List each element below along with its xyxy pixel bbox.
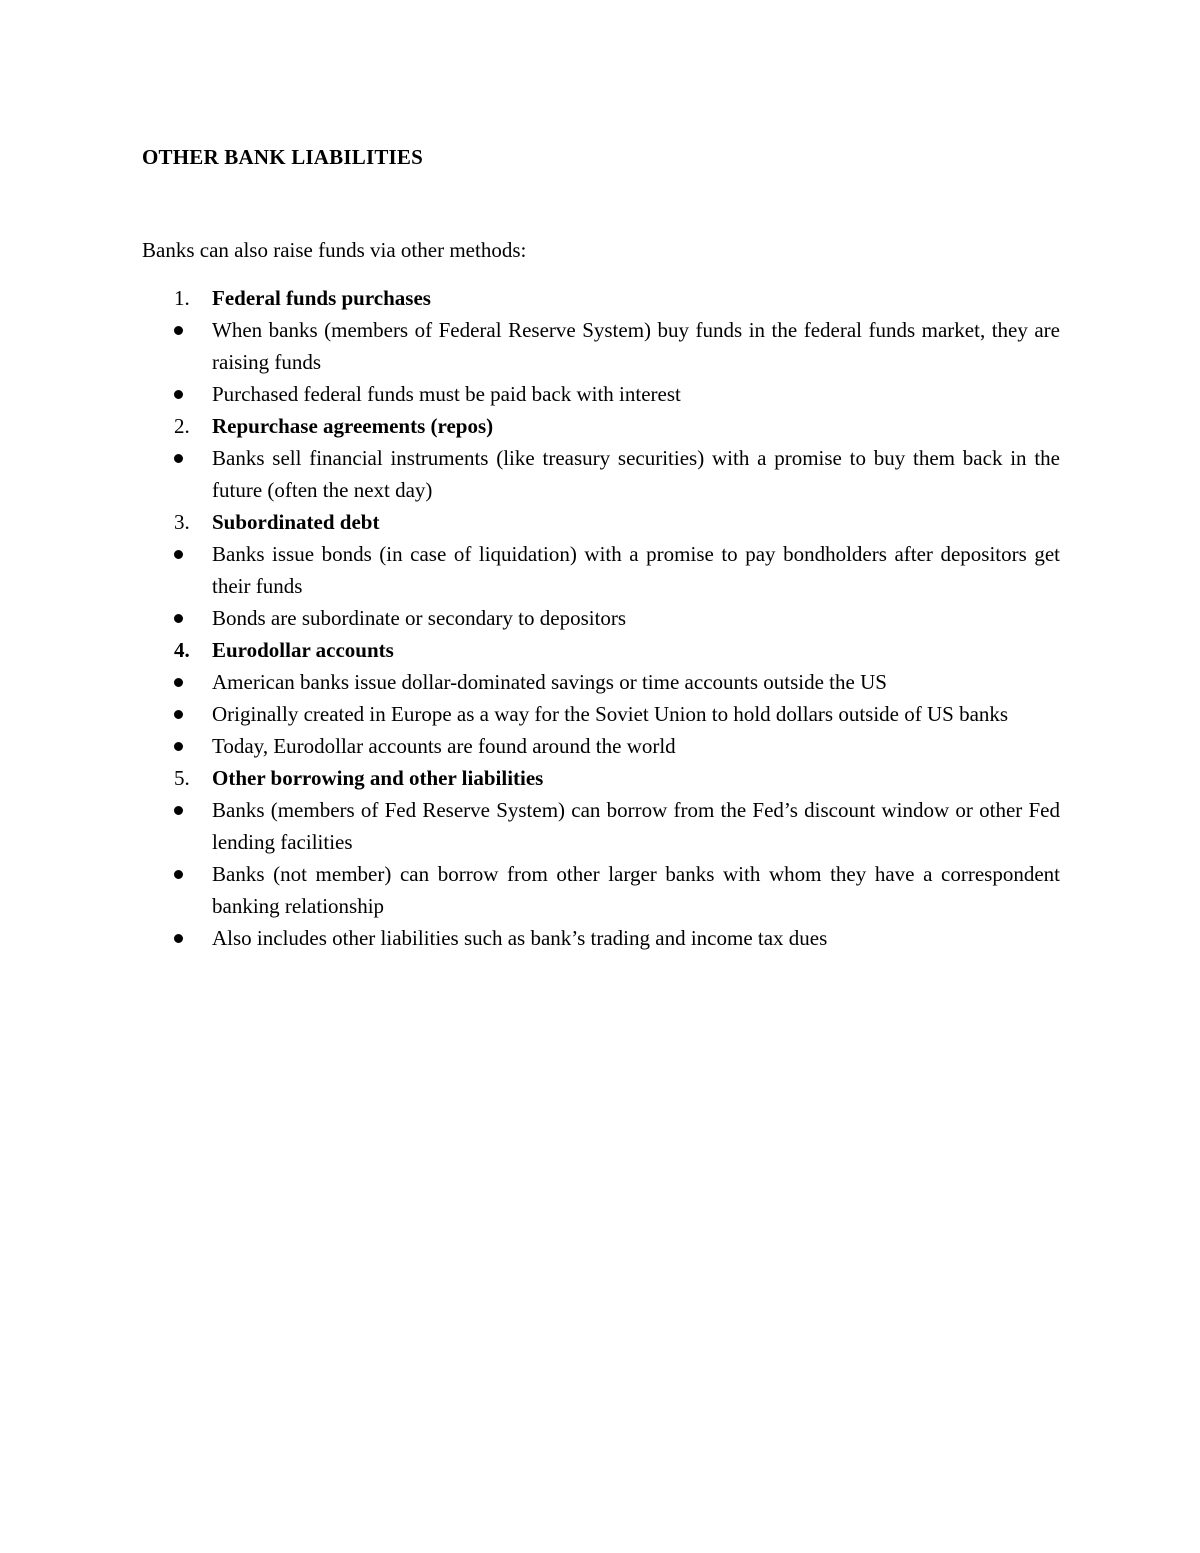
- bullet-icon: [174, 550, 183, 559]
- section-number: 4.: [174, 638, 190, 662]
- bullet-text: Banks sell financial instruments (like treasury securities) with a promise to buy them back in the future (often the next day): [212, 446, 1060, 502]
- bullet-text: Banks (not member) can borrow from other larger banks with whom they have a correspondent banking relationship: [212, 862, 1060, 918]
- bullet-item: [142, 442, 1060, 506]
- bullet-text: American banks issue dollar-dominated savings or time accounts outside the US: [212, 670, 887, 694]
- section-heading: [142, 634, 1060, 666]
- bullet-text: Bonds are subordinate or secondary to depositors: [212, 606, 627, 630]
- bullet-icon: [174, 678, 183, 687]
- section-number: 2.: [174, 414, 190, 438]
- intro-paragraph: Banks can also raise funds via other methods:: [142, 238, 527, 262]
- liabilities-list: [142, 282, 1060, 954]
- bullet-icon: [174, 454, 183, 463]
- section-heading: [142, 282, 1060, 314]
- bullet-text: Today, Eurodollar accounts are found around the world: [212, 734, 676, 758]
- section-number: 5.: [174, 766, 190, 790]
- bullet-item: [142, 314, 1060, 378]
- section-heading-text: Repurchase agreements (repos): [212, 414, 494, 438]
- section-heading: [142, 506, 1060, 538]
- section-heading-text: Subordinated debt: [212, 510, 380, 534]
- bullet-item: [142, 858, 1060, 922]
- section-heading-text: Other borrowing and other liabilities: [212, 766, 544, 790]
- bullet-item: [142, 698, 1060, 730]
- bullet-icon: [174, 742, 183, 751]
- bullet-text: Purchased federal funds must be paid back with interest: [212, 382, 681, 406]
- bullet-icon: [174, 710, 183, 719]
- bullet-item: [142, 602, 1060, 634]
- bullet-text: When banks (members of Federal Reserve System) buy funds in the federal funds market, they are raising funds: [212, 318, 1060, 374]
- bullet-icon: [174, 806, 183, 815]
- bullet-icon: [174, 390, 183, 399]
- bullet-icon: [174, 934, 183, 943]
- page-title: OTHER BANK LIABILITIES: [142, 145, 423, 169]
- section-heading-text: Eurodollar accounts: [212, 638, 394, 662]
- bullet-text: Originally created in Europe as a way for the Soviet Union to hold dollars outside of US banks: [212, 702, 1009, 726]
- bullet-text: Also includes other liabilities such as bank’s trading and income tax dues: [212, 926, 828, 950]
- bullet-icon: [174, 326, 183, 335]
- bullet-item: [142, 922, 1060, 954]
- bullet-item: [142, 378, 1060, 410]
- section-number: 1.: [174, 286, 190, 310]
- section-heading-text: Federal funds purchases: [212, 286, 431, 310]
- bullet-text: Banks issue bonds (in case of liquidation) with a promise to pay bondholders after depositors get their funds: [212, 542, 1060, 598]
- bullet-icon: [174, 870, 183, 879]
- bullet-text: Banks (members of Fed Reserve System) can borrow from the Fed’s discount window or other Fed lending facilities: [212, 798, 1060, 854]
- bullet-item: [142, 794, 1060, 858]
- bullet-icon: [174, 614, 183, 623]
- section-heading: [142, 410, 1060, 442]
- section-number: 3.: [174, 510, 190, 534]
- section-heading: [142, 762, 1060, 794]
- bullet-item: [142, 666, 1060, 698]
- bullet-item: [142, 538, 1060, 602]
- bullet-item: [142, 730, 1060, 762]
